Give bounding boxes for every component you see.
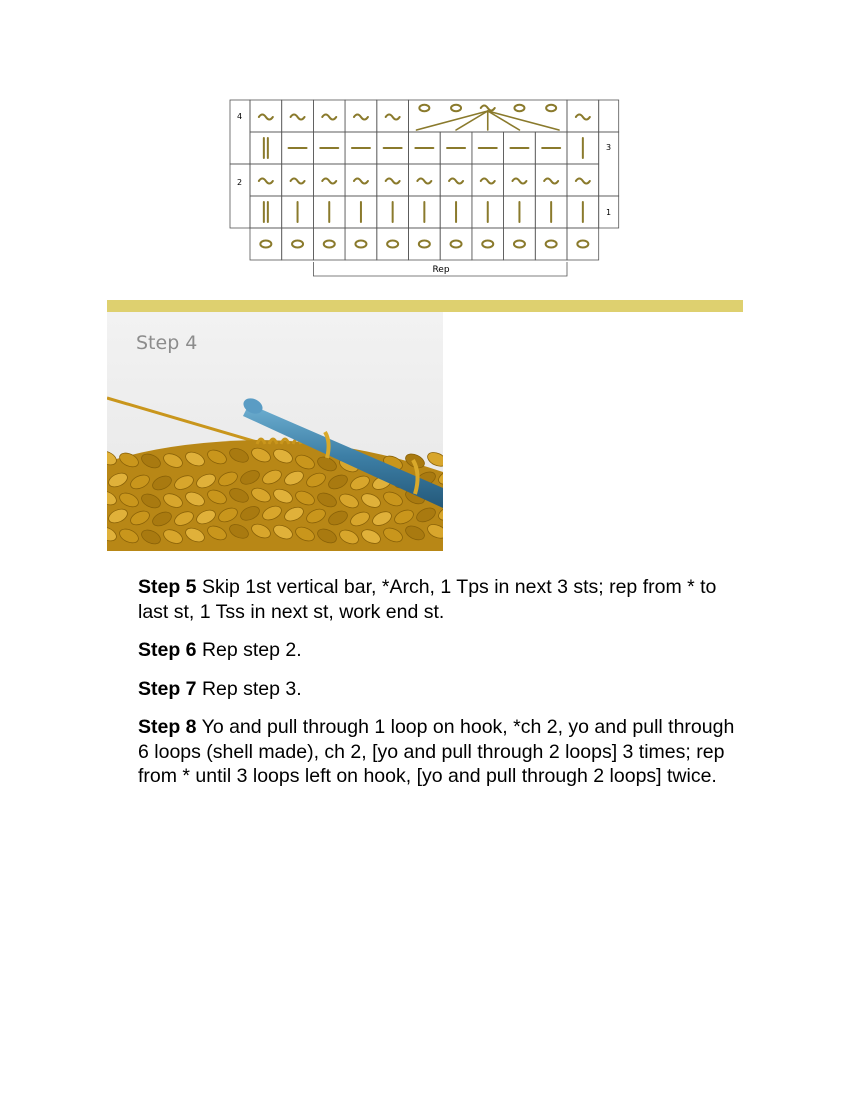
chart-cell [250, 196, 282, 228]
chart-symbol-chain [260, 241, 271, 248]
repeat-label: Rep [432, 265, 450, 275]
step-instructions [138, 575, 743, 803]
chart-symbol-wave [322, 115, 336, 120]
chart-symbol-wave [386, 179, 400, 184]
chart-symbol-chain [546, 241, 557, 248]
step-6-label: Step 6 [138, 639, 197, 661]
crochet-photo-illustration [107, 312, 443, 551]
step-8-text: Yo and pull through 1 loop on hook, *ch 2, yo and pull through 6 loops (shell made), ch 2, [yo and pull through 2 loops] 3 times; rep from * until 3 loops left on hook, [yo and pull through 2 loops] twice. [138, 716, 735, 787]
row-number-2: 2 [237, 178, 243, 187]
chart-symbol-wave [576, 115, 590, 120]
step-5 [138, 575, 743, 624]
step-7 [138, 677, 743, 702]
section-divider-bar [107, 300, 743, 312]
step-8 [138, 715, 743, 789]
photo-step-label: Step 4 [136, 332, 198, 354]
step-7-text: Rep step 3. [196, 677, 302, 700]
row-number-4: 4 [237, 112, 243, 121]
row-number-cell-left-top [230, 100, 250, 164]
chart-symbol-wave [354, 179, 368, 184]
chart-cell [313, 228, 345, 260]
step-5-text: Skip 1st vertical bar, *Arch, 1 Tps in next 3 sts; rep from * to last st, 1 Tss in next st, work end st. [138, 576, 717, 623]
chart-symbol-wave [322, 179, 336, 184]
chart-symbol-shell [417, 105, 560, 130]
chart-symbol-chain [355, 241, 366, 248]
step-7-label: Step 7 [138, 677, 197, 700]
chart-symbol-wave [259, 179, 273, 184]
row-number-1: 1 [606, 208, 612, 217]
row-number-3: 3 [606, 143, 612, 152]
chart-symbol-double-bar [264, 202, 268, 222]
step-6-text: Rep step 2. [196, 639, 302, 661]
row-number-cell-left-bottom [230, 164, 250, 228]
step-5-label: Step 5 [138, 576, 197, 598]
chart-cell [409, 228, 441, 260]
chart-symbol-chain [482, 241, 493, 248]
step-8-label: Step 8 [138, 716, 197, 738]
chart-symbol-wave [291, 115, 305, 120]
chart-symbol-chain [451, 241, 462, 248]
step-4-photo [107, 312, 443, 551]
chart-cell [504, 228, 536, 260]
chart-grid [230, 100, 619, 276]
chart-cell [535, 228, 567, 260]
chart-cell [345, 228, 377, 260]
chart-cell [250, 228, 282, 260]
chart-symbol-wave [291, 179, 305, 184]
chart-symbol-wave [386, 115, 400, 120]
row-end-cell-top [599, 100, 619, 132]
row-number-cell-right [599, 132, 619, 196]
stitch-chart [228, 98, 622, 280]
chart-cell [282, 228, 314, 260]
chart-cell [567, 228, 599, 260]
chart-symbol-chain [577, 241, 588, 248]
step-6 [138, 638, 743, 663]
chart-symbol-wave [449, 179, 463, 184]
chart-symbol-wave [512, 179, 526, 184]
chart-symbol-wave [354, 115, 368, 120]
chart-symbol-chain [514, 241, 525, 248]
chart-cell [472, 228, 504, 260]
chart-cell [440, 228, 472, 260]
chart-symbol-double-bar [264, 138, 268, 158]
chart-symbol-wave [544, 179, 558, 184]
chart-symbol-chain [292, 241, 303, 248]
chart-symbol-chain [419, 241, 430, 248]
chart-cell [250, 132, 282, 164]
chart-symbol-wave [259, 115, 273, 120]
chart-symbol-wave [576, 179, 590, 184]
chart-symbol-wave [481, 179, 495, 184]
chart-symbol-wave [417, 179, 431, 184]
chart-symbol-chain [387, 241, 398, 248]
chart-symbol-chain [324, 241, 335, 248]
stitch-chart-svg [228, 98, 622, 280]
chart-cell [377, 228, 409, 260]
chart-symbols [259, 105, 590, 248]
